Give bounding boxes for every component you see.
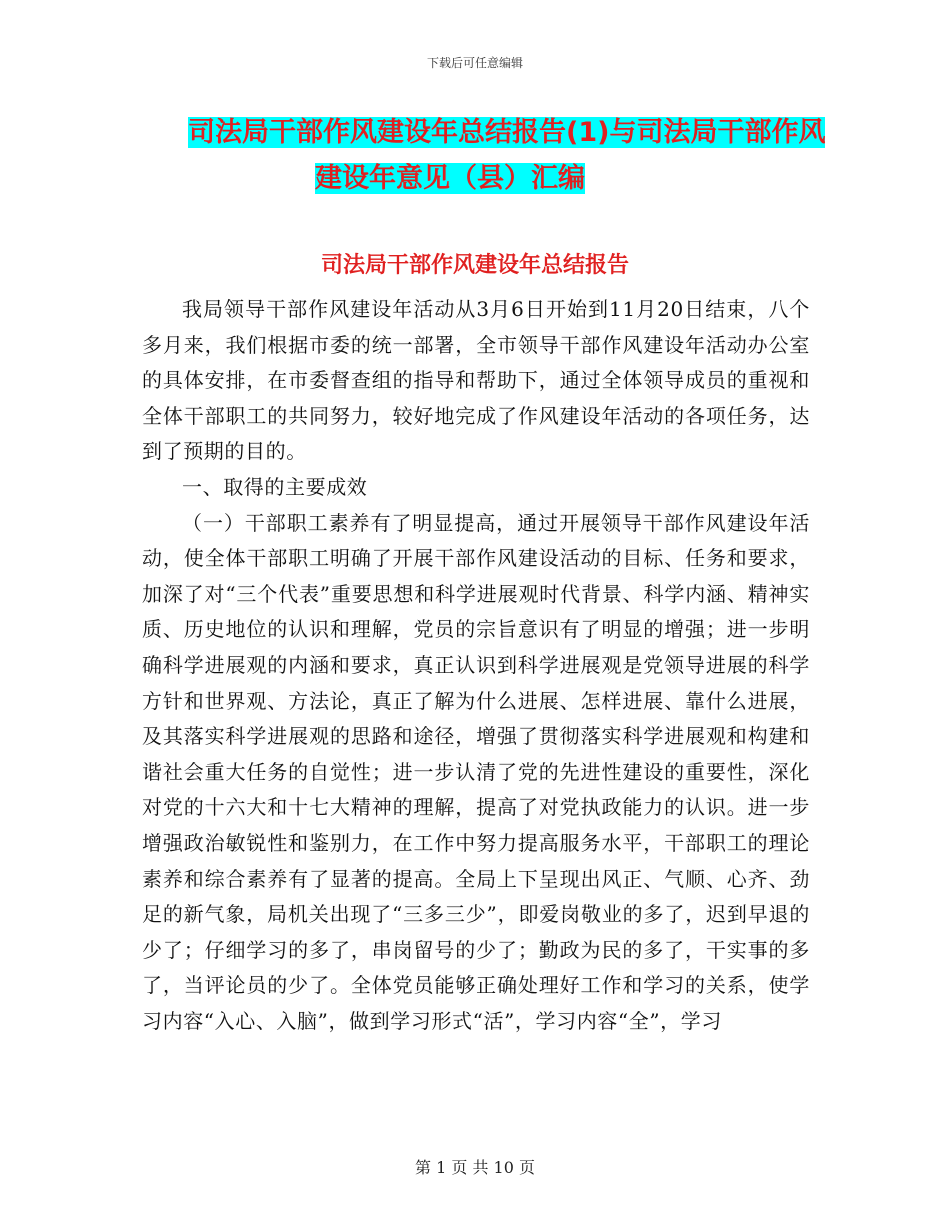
page-number: 第 1 页 共 10 页 <box>415 1158 535 1177</box>
section-title: 司法局干部作风建设年总结报告 <box>320 253 629 278</box>
header-note: 下载后可任意编辑 <box>426 56 523 70</box>
body-text <box>142 292 810 1039</box>
document-title <box>140 110 826 202</box>
document-title-line-2 <box>315 156 820 202</box>
title-highlight-1: 司法局干部作风建设年总结报告(1)与司法局干部作风 <box>188 117 826 148</box>
paragraph-achievement-1: （一）干部职工素养有了明显提高，通过开展领导干部作风建设年活动，使全体干部职工明确了开展干部作风建设活动的目标、任务和要求，加深了对“三个代表”重要思想和科学进展观时代背景、科学内涵、精神实质、历史地位的认识和理解，党员的宗旨意识有了明显的增强；进一步明确科学进展观的内涵和要求，真正认识到科学进展观是党领导进展的科学方针和世界观、方法论，真正了解为什么进展、怎样进展、靠什么进展，及其落实科学进展观的思路和途径，增强了贯彻落实科学进展观和构建和谐社会重大任务的自觉性；进一步认清了党的先进性建设的重要性，深化对党的十六大和十七大精神的理解，提高了对党执政能力的认识。进一步增强政治敏锐性和鉴别力，在工作中努力提高服务水平，干部职工的理论素养和综合素养有了显著的提高。全局上下呈现出风正、气顺、心齐、劲足的新气象，局机关出现了“三多三少”，即爱岗敬业的多了，迟到早退的少了；仔细学习的多了，串岗留号的少了；勤政为民的多了，干实事的多了，当评论员的少了。全体党员能够正确处理好工作和学习的关系，使学习内容“入心、入脑”，做到学习形式“活”，学习内容“全”，学习 <box>142 510 810 1033</box>
paragraph-heading-achievements: 一、取得的主要成效 <box>182 474 368 499</box>
document-title-line-1 <box>188 110 826 156</box>
paragraph-intro: 我局领导干部作风建设年活动从3月6日开始到11月20日结束，八个多月来，我们根据市委的统一部署，全市领导干部作风建设年活动办公室的具体安排，在市委督查组的指导和帮助下，通过全体领导成员的重视和全体干部职工的共同努力，较好地完成了作风建设年活动的各项任务，达到了预期的目的。 <box>142 297 810 464</box>
title-highlight-2: 建设年意见（县）汇编 <box>315 163 585 194</box>
